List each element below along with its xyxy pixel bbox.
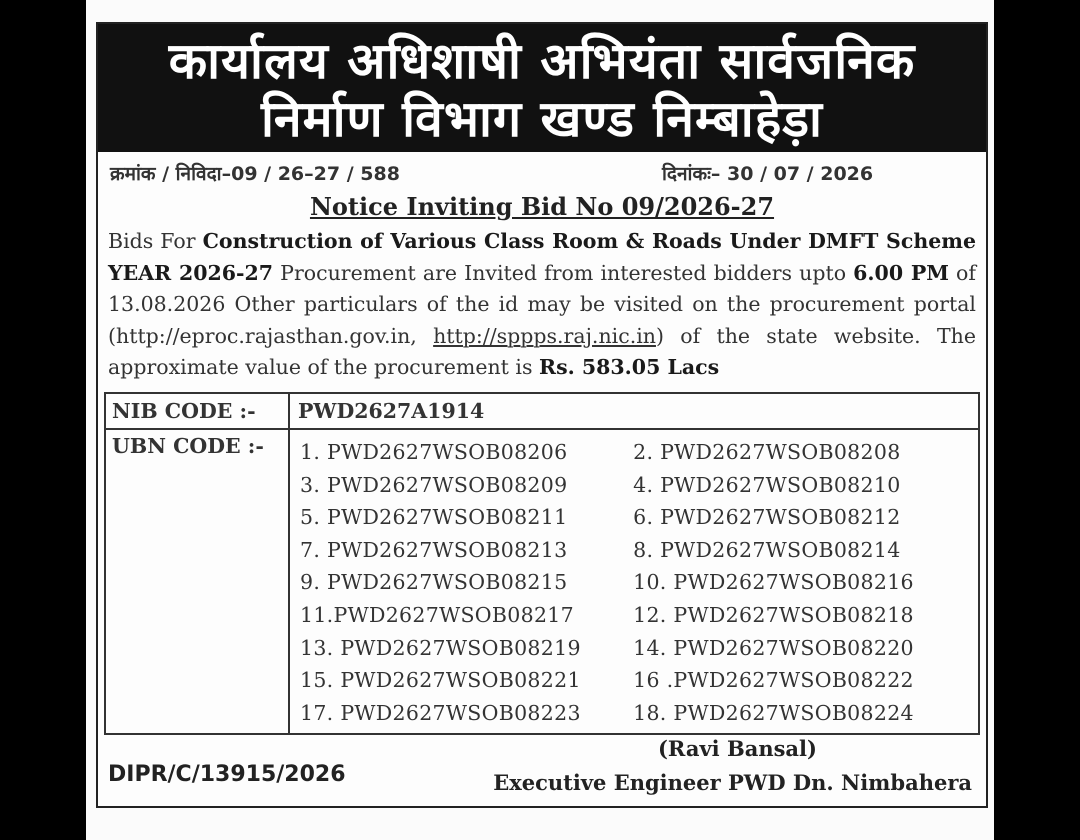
ubn-item: 3. PWD2627WSOB08209 <box>300 472 568 497</box>
ubn-item: 18. PWD2627WSOB08224 <box>633 700 914 725</box>
ubn-label: UBN CODE :- <box>105 429 289 734</box>
tender-notice <box>96 22 988 808</box>
ubn-item: 16 .PWD2627WSOB08222 <box>633 668 914 693</box>
body-text-1: Bids For <box>108 229 203 253</box>
ubn-item: 2. PWD2627WSOB08208 <box>633 440 901 464</box>
body-deadline-time: 6.00 PM <box>853 260 949 285</box>
nib-label: NIB CODE :- <box>105 393 289 429</box>
signer-name: (Ravi Bansal) <box>658 736 817 761</box>
body-link-sppps[interactable]: http://sppps.raj.nic.in <box>433 323 656 348</box>
office-title-line1: कार्यालय अधिशाषी अभियंता सार्वजनिक <box>168 32 916 90</box>
reference-line <box>110 158 974 188</box>
office-title-line2: निर्माण विभाग खण्ड निम्बाहेड़ा <box>260 90 824 148</box>
body-text-3: of 13.08.2026 Other particulars of the id may be visited on the procurement portal (http://eproc.rajasthan.gov.in, <box>108 260 976 348</box>
notice-body <box>108 226 976 384</box>
notice-header <box>98 24 986 152</box>
ubn-item: 1. PWD2627WSOB08206 <box>300 440 568 464</box>
dipr-number: DIPR/C/13915/2026 <box>108 762 346 787</box>
ubn-item: 14. PWD2627WSOB08220 <box>633 635 914 660</box>
reference-number: क्रमांक / निविदा–09 / 26–27 / 588 <box>110 163 400 185</box>
ubn-item: 10. PWD2627WSOB08216 <box>633 570 914 595</box>
ubn-item: 8. PWD2627WSOB08214 <box>633 537 901 562</box>
ubn-item: 9. PWD2627WSOB08215 <box>300 570 568 595</box>
signer-designation: Executive Engineer PWD Dn. Nimbahera <box>493 770 972 795</box>
ubn-item: 13. PWD2627WSOB08219 <box>300 635 581 660</box>
nib-value: PWD2627A1914 <box>289 393 979 429</box>
ubn-item: 7. PWD2627WSOB08213 <box>300 537 568 562</box>
body-approx-value: Rs. 583.05 Lacs <box>539 355 720 379</box>
ubn-item: 12. PWD2627WSOB08218 <box>633 602 914 627</box>
ubn-item: 5. PWD2627WSOB08211 <box>300 505 568 530</box>
body-text-4: ) of the state website. The approximate value of the procurement is <box>108 323 976 379</box>
ubn-row <box>105 429 979 734</box>
notice-title: Notice Inviting Bid No 09/2026-27 <box>309 192 775 221</box>
ubn-item: 4. PWD2627WSOB08210 <box>633 472 901 497</box>
ubn-item: 6. PWD2627WSOB08212 <box>633 505 901 530</box>
reference-date: दिनांकः– 30 / 07 / 2026 <box>662 163 874 185</box>
ubn-item: 11.PWD2627WSOB08217 <box>300 602 574 627</box>
body-text-2: Procurement are Invited from interested bidders upto <box>273 260 854 285</box>
body-work-name: Construction of Various Class Room & Roads Under DMFT Scheme YEAR 2026-27 <box>108 229 976 285</box>
codes-table <box>104 392 980 735</box>
ubn-item: 17. PWD2627WSOB08223 <box>300 700 581 725</box>
ubn-item: 15. PWD2627WSOB08221 <box>300 668 581 693</box>
ubn-list <box>289 429 979 734</box>
nib-row <box>105 393 979 429</box>
